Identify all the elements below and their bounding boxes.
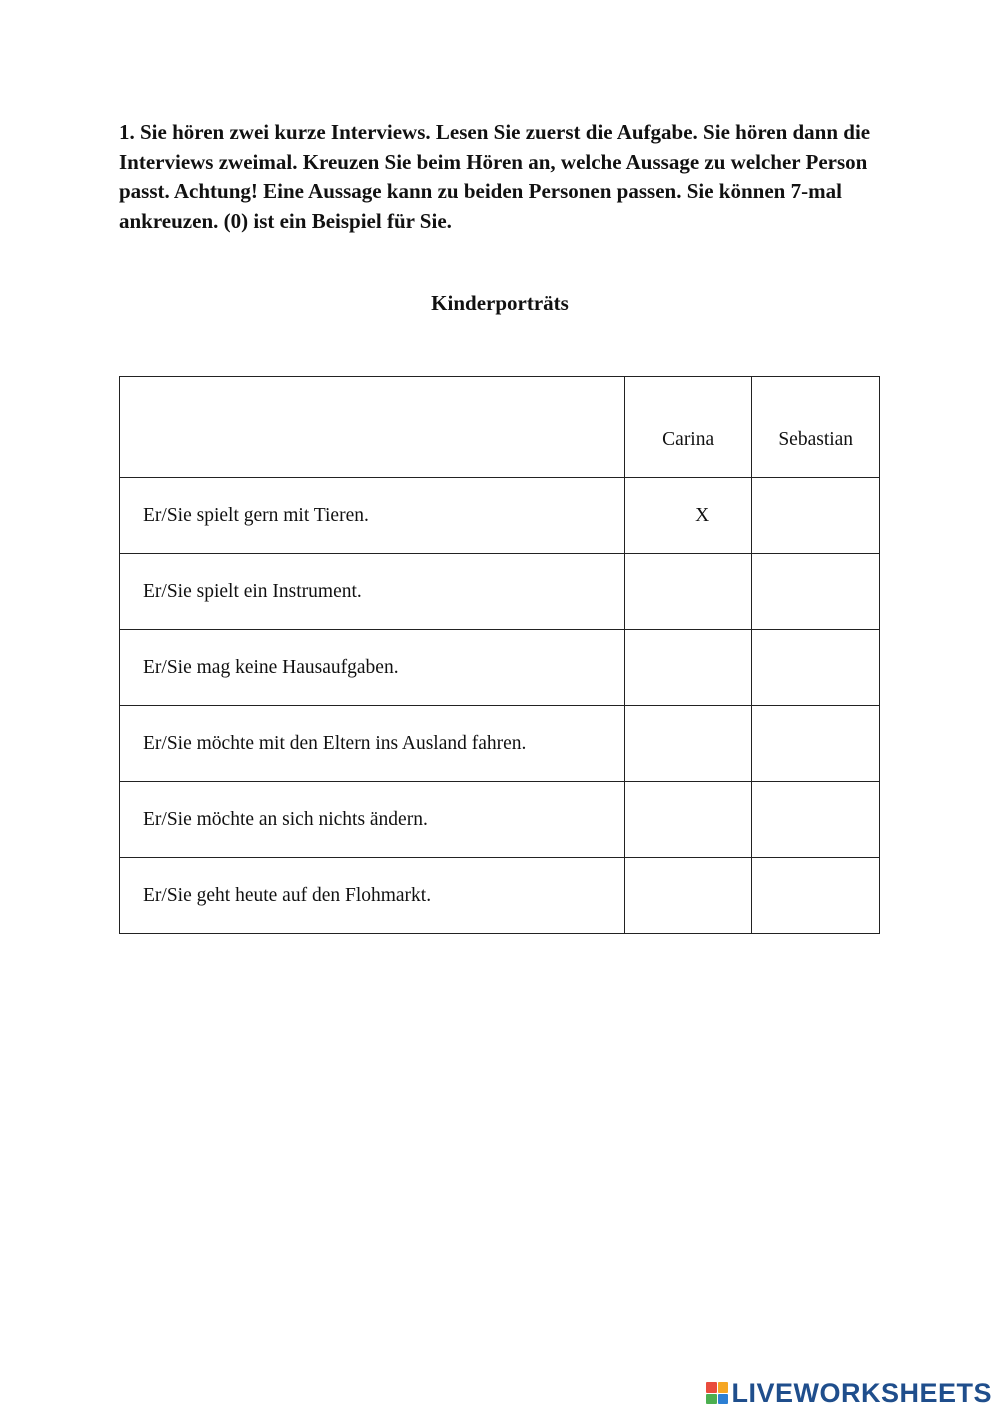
table-row <box>120 858 880 934</box>
statement-cell: Er/Sie geht heute auf den Flohmarkt. <box>120 858 625 934</box>
table-row <box>120 478 880 554</box>
sebastian-answer-cell[interactable] <box>752 706 880 782</box>
statement-cell: Er/Sie möchte mit den Eltern ins Ausland fahren. <box>120 706 625 782</box>
page-title: Kinderporträts <box>431 291 569 315</box>
statement-cell: Er/Sie spielt ein Instrument. <box>120 554 625 630</box>
instructions-text: 1. Sie hören zwei kurze Interviews. Lesen Sie zuerst die Aufgabe. Sie hören dann die Interviews zweimal. Kreuzen Sie beim Hören an, welche Aussage zu welcher Person passt. Achtung! Eine Aussage kann zu beiden Personen passen. Sie können 7-mal ankreuzen. (0) ist ein Beispiel für Sie. <box>119 120 871 233</box>
header-carina-label: Carina <box>662 429 715 450</box>
sebastian-answer-cell[interactable] <box>752 554 880 630</box>
logo-square-icon <box>718 1394 729 1405</box>
carina-answer-cell[interactable] <box>624 782 752 858</box>
carina-answer-cell[interactable] <box>624 858 752 934</box>
sebastian-answer-cell[interactable] <box>752 478 880 554</box>
table-row <box>120 782 880 858</box>
sebastian-answer-cell[interactable] <box>752 858 880 934</box>
table-row <box>120 630 880 706</box>
carina-mark: X <box>695 504 710 526</box>
carina-answer-cell[interactable] <box>624 478 752 554</box>
header-sebastian-cell <box>752 377 880 478</box>
carina-answer-cell[interactable] <box>624 554 752 630</box>
logo-square-icon <box>718 1382 729 1393</box>
answer-table <box>119 376 880 934</box>
header-carina-cell <box>624 377 752 478</box>
table-header-row <box>120 377 880 478</box>
logo-text: LIVEWORKSHEETS <box>731 1377 992 1408</box>
liveworksheets-logo-icon <box>706 1382 728 1404</box>
statement-cell: Er/Sie spielt gern mit Tieren. <box>120 478 625 554</box>
carina-answer-cell[interactable] <box>624 630 752 706</box>
liveworksheets-logo[interactable] <box>706 1379 992 1407</box>
header-statement-cell <box>120 377 625 478</box>
logo-square-icon <box>706 1382 717 1393</box>
statement-cell: Er/Sie mag keine Hausaufgaben. <box>120 630 625 706</box>
header-sebastian-label: Sebastian <box>778 429 854 450</box>
statement-cell: Er/Sie möchte an sich nichts ändern. <box>120 782 625 858</box>
sebastian-answer-cell[interactable] <box>752 782 880 858</box>
table-row <box>120 554 880 630</box>
table-row <box>120 706 880 782</box>
carina-answer-cell[interactable] <box>624 706 752 782</box>
logo-square-icon <box>706 1394 717 1405</box>
sebastian-answer-cell[interactable] <box>752 630 880 706</box>
